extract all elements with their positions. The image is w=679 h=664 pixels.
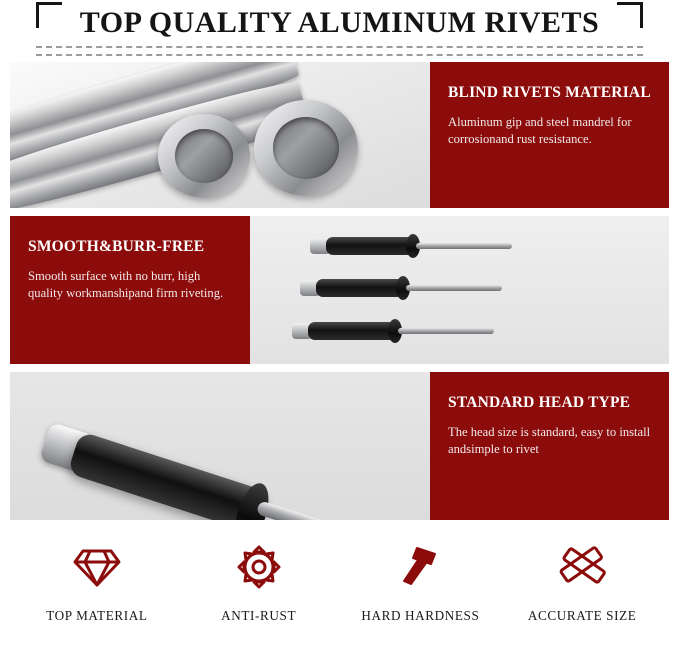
- tube-hole-2: [273, 117, 340, 178]
- tube-hole-1: [175, 129, 234, 183]
- panel-blind-rivets-material: [10, 62, 669, 208]
- rivet-body-3: [308, 322, 396, 340]
- diamond-icon: [16, 538, 178, 596]
- page-title: TOP QUALITY ALUMINUM RIVETS: [79, 6, 600, 39]
- tube-opening-2: [254, 100, 358, 196]
- steel-tubes-photo: [10, 62, 430, 208]
- panel-2-title: SMOOTH&BURR-FREE: [28, 238, 205, 255]
- hammer-icon: [340, 538, 502, 596]
- three-rivets-photo: [250, 216, 669, 364]
- panel-3-text: [430, 372, 669, 520]
- rivet-mandrel-1: [416, 243, 512, 249]
- feature-label-2: ANTI-RUST: [221, 608, 297, 623]
- feature-top-material: [16, 538, 178, 624]
- gear-icon: [178, 538, 340, 596]
- rivet-mandrel-2: [406, 285, 502, 291]
- header: [10, 0, 669, 46]
- panel-1-text: [430, 62, 669, 208]
- rivet-body-2: [316, 279, 404, 297]
- feature-anti-rust: [178, 538, 340, 624]
- tube-opening-1: [158, 114, 250, 198]
- panel-3-title: STANDARD HEAD TYPE: [448, 394, 631, 411]
- rivet-body-1: [326, 237, 414, 255]
- feature-hard-hardness: [340, 538, 502, 624]
- panel-3-body: The head size is standard, easy to install andsimple to rivet: [448, 425, 651, 456]
- rulers-cross-icon: [501, 538, 663, 596]
- corner-bracket-top-right: [617, 2, 643, 28]
- corner-bracket-top-left: [36, 2, 62, 28]
- single-large-rivet-photo: [10, 372, 430, 520]
- feature-accurate-size: [501, 538, 663, 624]
- panel-2-body: Smooth surface with no burr, high quality workmanshipand firm riveting.: [28, 269, 224, 300]
- panel-1-body: Aluminum gip and steel mandrel for corrosionand rust resistance.: [448, 115, 632, 146]
- feature-label-1: TOP MATERIAL: [46, 608, 148, 623]
- panel-2-text: [10, 216, 250, 364]
- rivet-mandrel-3: [398, 328, 494, 334]
- feature-label-3: HARD HARDNESS: [361, 608, 480, 623]
- panel-1-title: BLIND RIVETS MATERIAL: [448, 84, 651, 101]
- feature-list: [10, 538, 669, 624]
- panel-smooth-burr-free: [10, 216, 669, 364]
- dashed-divider: [36, 46, 643, 56]
- panel-standard-head-type: [10, 372, 669, 520]
- feature-label-4: ACCURATE SIZE: [527, 608, 637, 623]
